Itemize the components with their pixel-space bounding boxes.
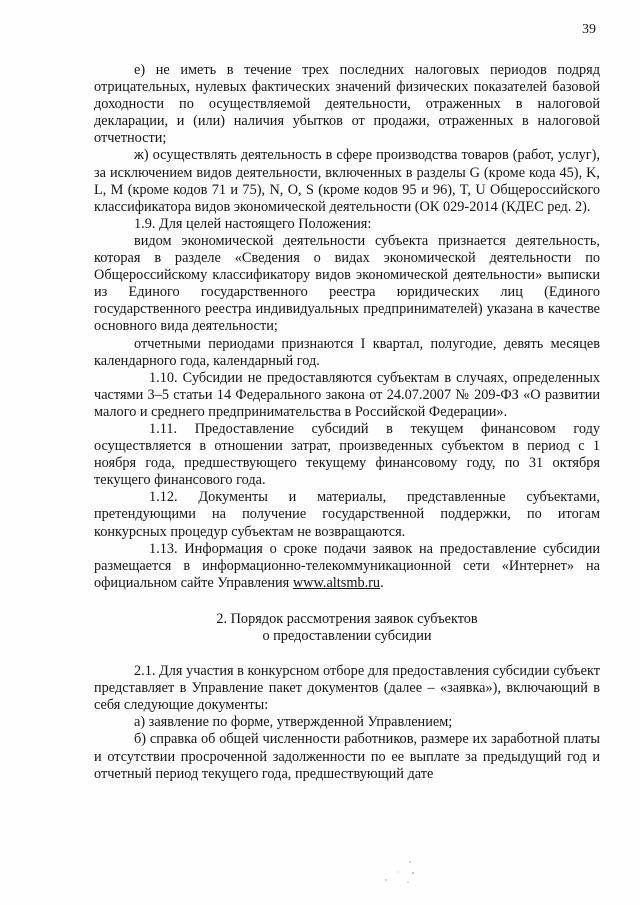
website-link[interactable]: www.altsmb.ru [292,574,381,591]
paragraph-1-13-text: 1.13. Информация о сроке подачи заявок на предоставление субсидии размещается в информационно-телекоммуникационной сети «Интернет» на официальном сайте Управления [94,540,600,591]
paragraph-1-12: 1.12. Документы и материалы, представленные субъектами, претендующими на получение государственной поддержки, по итогам конкурсных процедур субъектам не возвращаются. [94,489,600,540]
paragraph-zh: ж) осуществлять деятельность в сфере производства товаров (работ, услуг), за исключением видов деятельности, включенных в разделы G (кроме кода 45), K, L, M (кроме кодов 71 и 75), N, O, S (кроме кодов 95 и 96), T, U Общероссийского классификатора видов экономической деятельности (ОК 029-2014 (КДЕС ред. 2). [94,147,600,215]
scan-specks [380,858,440,888]
paragraph-1-13-end: . [380,574,384,591]
section-heading-line-2: о предоставлении субсидии [262,628,432,644]
paragraph-b: б) справка об общей численности работников, размере их заработной платы и отсутствии просроченной задолженности по ее выплате за предыдущий год и отчетный период текущего года, предшествующий дате [94,731,600,782]
paragraph-e: е) не иметь в течение трех последних налоговых периодов подряд отрицательных, нулевых фактических значений физических показателей базовой доходности по осуществляемой деятельности, отраженных в налоговой декларации, и (или) наличия убытков от продажи, отраженных в налоговой отчетности; [94,62,600,147]
section-heading-line-1: 2. Порядок рассмотрения заявок субъектов [216,610,478,627]
paragraph-1-10: 1.10. Субсидии не предоставляются субъектам в случаях, определенных частями 3–5 статьи 14 Федерального закона от 24.07.2007 № 209-ФЗ «О развитии малого и среднего предпринимательства в Российской Федерации». [94,369,600,420]
paragraph-2-1: 2.1. Для участия в конкурсном отборе для предоставления субсидии субъект представляет в Управление пакет документов (далее – «заявка»), включающий в себя следующие документы: [94,663,600,714]
paragraph-a: а) заявление по форме, утвержденной Управлением; [134,714,453,731]
paragraph-1-9: 1.9. Для целей настоящего Положения: [134,215,372,232]
paragraph-activity-definition: видом экономической деятельности субъекта признается деятельность, которая в разделе «Сведения о видах экономической деятельности по Общероссийскому классификатору видов экономической деятельности» выписки из Единого государственного реестра юридических лиц (Единого государственного реестра индивидуальных предпринимателей) указана в качестве основного вида деятельности; [94,232,600,335]
paragraph-1-13 [94,541,600,592]
paragraph-reporting-periods: отчетными периодами признаются I квартал, полугодие, девять месяцев календарного года, календарный год. [94,335,600,369]
document-body [94,62,600,783]
section-heading [94,611,600,645]
page-number: 39 [582,22,596,37]
paragraph-1-11: 1.11. Предоставление субсидий в текущем финансовом году осуществляется в отношении затрат, произведенных субъектом в период с 1 ноября года, предшествующего текущему финансовому году, по 31 октября текущего финансового года. [94,420,600,489]
